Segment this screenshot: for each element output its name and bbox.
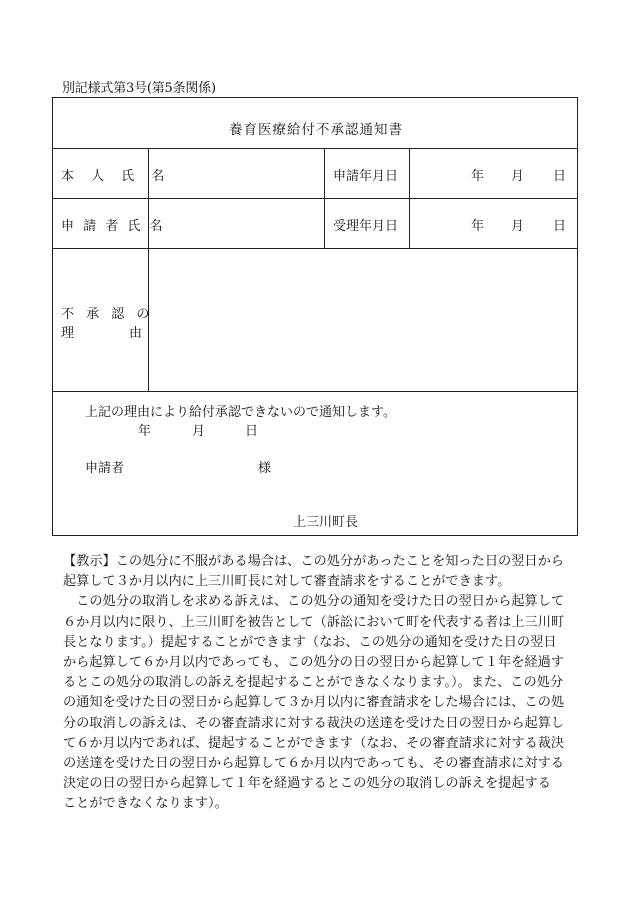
- day-unit: 日: [553, 169, 567, 184]
- year-unit: 年: [471, 219, 485, 234]
- issuer-name: 上三川町長: [293, 515, 359, 530]
- instruction-line: この処分の取消しを求める訴えは、この処分の通知を受けた日の翌日から起算して: [63, 594, 565, 610]
- instruction-line: 分の取消しの訴えは、その審査請求に対する裁決の送達を受けた日の翌日から起算し: [63, 715, 565, 731]
- receipt-date-field[interactable]: [410, 199, 577, 248]
- reason-label: 不 承 認 の: [61, 307, 154, 322]
- reason-label: 理: [61, 326, 75, 341]
- notice-form-table: [52, 97, 578, 536]
- honorific: 様: [258, 461, 272, 476]
- reason-label: 由: [129, 326, 143, 341]
- instruction-line: から起算して６か月以内であっても、この処分の日の翌日から起算して１年を経過す: [63, 655, 564, 671]
- application-date-field[interactable]: [410, 149, 577, 198]
- person-name-label: 本 人 氏 名: [61, 169, 171, 184]
- instruction-line: 決定の日の翌日から起算して１年を経過するとこの処分の取消しの訴えを提起する: [63, 776, 551, 792]
- day-unit: 日: [553, 219, 567, 234]
- day-unit: 日: [245, 424, 259, 439]
- notice-sentence: 上記の理由により給付承認できないので通知します。: [85, 405, 396, 420]
- applicant-name-field[interactable]: [149, 199, 324, 248]
- year-unit: 年: [138, 424, 152, 439]
- instruction-line: 長となります。）提起することができます（なお、この処分の通知を受けた日の翌日: [63, 634, 557, 650]
- applicant-name-label: 申 請 者 氏 名: [61, 219, 166, 234]
- instruction-line: ことができなくなります）。: [63, 796, 228, 812]
- form-number-label: 別記様式第3号(第5条関係): [62, 81, 216, 96]
- instruction-line: 【教示】この処分に不服がある場合は、この処分があったことを知った日の翌日から: [63, 554, 564, 569]
- instruction-line: て６か月以内であれば、提起することができます（なお、その審査請求に対する裁決: [63, 735, 565, 751]
- instruction-line: の通知を受けた日の翌日から起算して３か月以内に審査請求をした場合には、この処: [63, 695, 565, 711]
- month-unit: 月: [511, 219, 525, 234]
- instruction-line: の送達を受けた日の翌日から起算して６か月以内であっても、その審査請求に対する: [63, 756, 564, 772]
- applicant-label: 申請者: [85, 461, 125, 476]
- reason-field[interactable]: [149, 249, 577, 391]
- application-date-label: 申請年月日: [333, 169, 399, 184]
- receipt-date-label: 受理年月日: [333, 219, 399, 234]
- divider: [53, 391, 577, 392]
- document-title: 養育医療給付不承認通知書: [229, 122, 403, 138]
- month-unit: 月: [511, 169, 525, 184]
- instruction-line: るとこの処分の取消しの訴えを提起することができなくなります。）。また、この処分: [63, 675, 564, 691]
- month-unit: 月: [192, 424, 206, 439]
- instruction-line: ６か月以内に限り、上三川町を被告として（訴訟において町を代表する者は上三川町: [63, 614, 565, 630]
- instruction-line: 起算して３か月以内に上三川町長に対して審査請求をすることができます。: [63, 574, 511, 590]
- person-name-field[interactable]: [149, 149, 324, 198]
- instruction-paragraph: [63, 552, 578, 815]
- year-unit: 年: [471, 169, 485, 184]
- divider: [324, 148, 325, 248]
